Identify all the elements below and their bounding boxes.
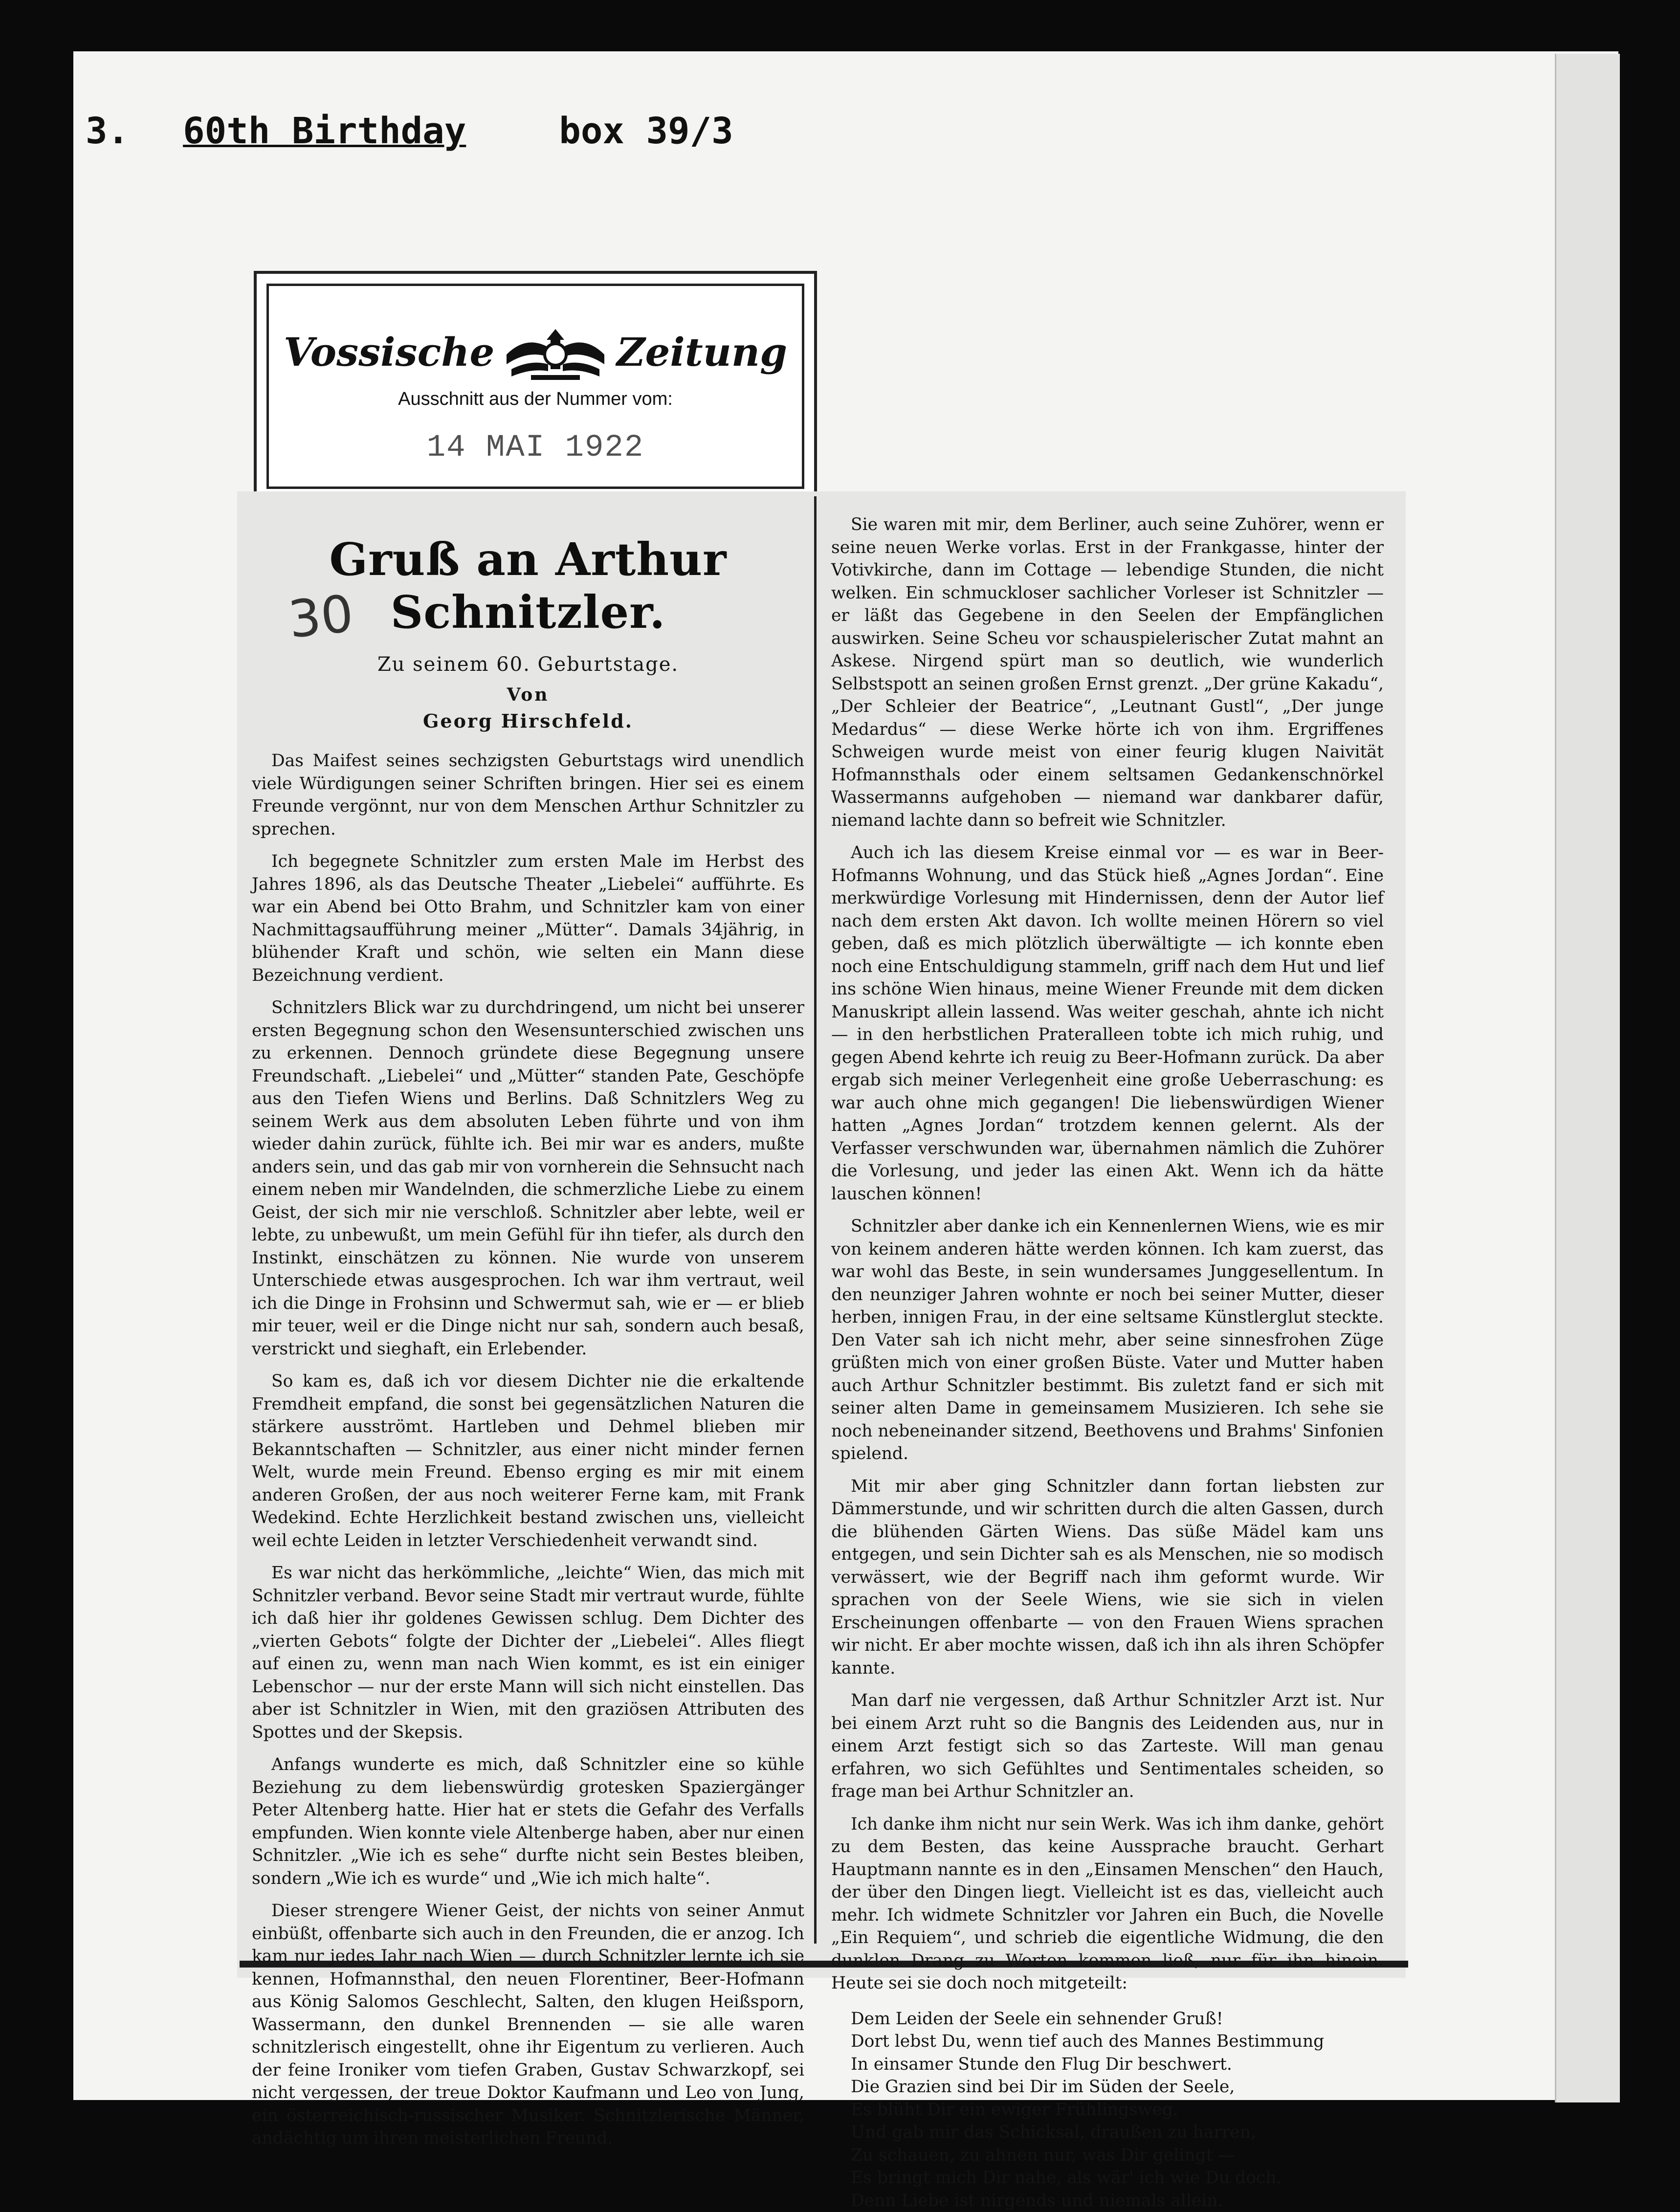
byline-prefix: Von bbox=[252, 685, 804, 705]
header-label: 60th Birthday bbox=[183, 110, 466, 152]
masthead-name-right: Zeitung bbox=[617, 329, 787, 375]
article-right-column bbox=[831, 513, 1384, 2212]
article-subtitle: Zu seinem 60. Geburtstage. bbox=[252, 653, 804, 676]
paragraph: Ich danke ihm nicht nur sein Werk. Was ich ihm danke, gehört zu dem Besten, das keine Aussprache braucht. Gerhart Hauptmann nannte es in den „Einsamen Menschen“ den Hauch, der über den Dingen liegt. Vielleicht ist es das, vielleicht auch mehr. Ich widmete Schnitzler vor Jahren ein Buch, die Novelle „Ein Requiem“, und schrieb die eigentliche Widmung, die den dunklen Drang zu Worten kommen ließ, nur für ihn hinein. Heute sei sie doch noch mitgeteilt: bbox=[831, 1813, 1384, 1995]
header-prefix: 3. bbox=[86, 110, 129, 152]
poem-line: Dem Leiden der Seele ein sehnender Gruß! bbox=[851, 2008, 1384, 2031]
paragraph: Es war nicht das herkömmliche, „leichte“ Wien, das mich mit Schnitzler verband. Bevor seine Stadt mir vertraut wurde, fühlte ich daß hier ihr goldenes Gewissen schlug. Dem Dichter des „vierten Gebots“ folgte der Dichter der „Liebelei“. Alles fliegt auf einen zu, wenn man nach Wien kommt, es ist ein einiger Lebenschor — nur der erste Mann will sich nicht einstellen. Das aber ist Schnitzler in Wien, mit den graziösen Attributen des Spottes und der Skepsis. bbox=[252, 1562, 804, 1744]
paragraph: So kam es, daß ich vor diesem Dichter nie die erkaltende Fremdheit empfand, die sonst bei gegensätzlichen Naturen die stärkere ausströmt. Hartleben und Dehmel blieben mir Bekanntschaften — Schnitzler, aus einer nicht minder fernen Welt, wurde mein Freund. Ebenso erging es mir mit einem anderen Großen, der aus noch weiterer Ferne kam, mit Frank Wedekind. Echte Herzlichkeit bestand zwischen uns, vielleicht weil echte Leiden in letzter Verschiedenheit verwandt sind. bbox=[252, 1370, 804, 1552]
paragraph: Anfangs wunderte es mich, daß Schnitzler eine so kühle Beziehung zu dem liebenswürdig grotesken Spaziergänger Peter Altenberg hatte. Hier hat er stets die Gefahr des Verfalls empfunden. Wien konnte viele Altenberge haben, aber nur einen Schnitzler. „Wie ich es sehe“ durfte nicht sein Bestes bleiben, sondern „Wie ich es wurde“ und „Wie ich mich halte“. bbox=[252, 1753, 804, 1890]
paragraph: Auch ich las diesem Kreise einmal vor — es war in Beer-Hofmanns Wohnung, und das Stück hieß „Agnes Jordan“. Eine merkwürdige Vorlesung mit Hindernissen, denn der Autor lief nach dem ersten Akt davon. Ich wollte meinen Hörern so viel geben, daß es mich plötzlich überwältigte — ich konnte eben noch eine Entschuldigung stammeln, griff nach dem Hut und lief ins schöne Wien hinaus, meine Wiener Freunde mit dem dicken Manuskript allein lassend. Was weiter geschah, ahnte ich nicht — in den herbstlichen Prateralleen tobte ich mich ruhig, und gegen Abend kehrte ich reuig zu Beer-Hofmann zurück. Da aber ergab sich meiner Verlegenheit eine große Ueberraschung: es war auch ohne mich gegangen! Die liebenswürdigen Wiener hatten „Agnes Jordan“ trotzdem kennen gelernt. Als der Verfasser verschwunden war, übernahmen nämlich die Zuhörer die Vorlesung, und jeder las einen Akt. Wenn ich da hätte lauschen können! bbox=[831, 841, 1384, 1205]
dedication-poem bbox=[851, 2008, 1384, 2212]
header-box-number: box 39/3 bbox=[559, 110, 733, 152]
poem-line: Zu schauen, zu ahnen nur, was Dir gelingt — bbox=[851, 2144, 1384, 2167]
paragraph: Mit mir aber ging Schnitzler dann fortan liebsten zur Dämmerstunde, und wir schritten durch die alten Gassen, durch die blühenden Gärten Wiens. Das süße Mädel kam uns entgegen, und sein Dichter sah es als Menschen, nie so modisch verwässert, wie der Begriff nach ihm geformt wurde. Wir sprachen von der Seele Wiens, wie sie sich in vielen Erscheinungen offenbarte — von den Frauen Wiens sprachen wir nicht. Er aber mochte wissen, daß ich ihn als ihren Schöpfer kannte. bbox=[831, 1475, 1384, 1680]
poem-line: Denn Liebe ist nirgends und niemals allein. bbox=[851, 2190, 1384, 2212]
article-left-column bbox=[252, 513, 804, 2160]
paragraph: Ich begegnete Schnitzler zum ersten Male im Herbst des Jahres 1896, als das Deutsche Theater „Liebelei“ aufführte. Es war ein Abend bei Otto Brahm, und Schnitzler kam von einer Nachmittagsaufführung meiner „Mütter“. Damals 34jährig, in blühender Kraft und schön, wie selten ein Mann diese Bezeichnung verdient. bbox=[252, 850, 804, 987]
paragraph: Schnitzlers Blick war zu durchdringend, um nicht bei unserer ersten Begegnung schon den Wesensunterschied zwischen uns zu erkennen. Dennoch gründete diese Begegnung unsere Freundschaft. „Liebelei“ und „Mütter“ standen Pate, Geschöpfe aus den Tiefen Wiens und Berlins. Daß Schnitzlers Weg zu seinem Werk aus dem absoluten Leben führte und von ihm wieder dahin zurück, fühlte ich. Bei mir war es anders, mußte anders sein, und das gab mir von vornherein die Sehnsucht nach einem neben mir Wandelnden, die schmerzliche Liebe zu einem Geist, der sich mir nie verschloß. Schnitzler aber lebte, weil er lebte, zu unbewußt, um mein Gefühl für ihn tiefer, als durch den Instinkt, einschätzen zu können. Nie wurde von unserem Unterschiede etwas ausgesprochen. Ich war ihm vertraut, weil ich die Dinge in Frohsinn und Schwermut sah, wie er — er blieb mir teuer, weil er die Dinge nicht nur sah, sondern auch besaß, verstrickt und sieghaft, ein Erlebender. bbox=[252, 996, 804, 1360]
handwritten-note: 30 bbox=[286, 583, 356, 649]
poem-line: Und gab mir das Schicksal, draußen zu harren, bbox=[851, 2121, 1384, 2144]
newspaper-masthead bbox=[266, 284, 804, 489]
paragraph: Sie waren mit mir, dem Berliner, auch seine Zuhörer, wenn er seine neuen Werke vorlas. Erst in der Frankgasse, hinter der Votivkirche, dann im Cottage — lebendige Stunden, die nicht welken. Ein schmuckloser sachlicher Vorleser ist Schnitzler — er läßt das Gegebene in den Seelen der Empfänglichen auswirken. Seine Scheu vor schauspielerischer Zutat mahnt an Askese. Nirgend spürt man so deutlich, wie wunderlich Selbstspott an seinen großen Ernst grenzt. „Der grüne Kakadu“, „Der Schleier der Beatrice“, „Leutnant Gustl“, „Der junge Medardus“ — diese Werke hörte ich von ihm. Ergriffenes Schweigen wurde meist von einer feurig klugen Naivität Hofmannsthals oder einem seltsamen Gedankenschnörkel Wassermanns aufgehoben — niemand war dankbarer dafür, niemand lachte dann so befreit wie Schnitzler. bbox=[831, 513, 1384, 832]
poem-line: Es bringt mich Dir nahe, als wär' ich wie Du doch. bbox=[851, 2167, 1384, 2190]
paragraph: Dieser strengere Wiener Geist, der nichts von seiner Anmut einbüßt, offenbarte sich auch in den Freunden, die er anzog. Ich kam nur jedes Jahr nach Wien — durch Schnitzler lernte ich sie kennen, Hofmannsthal, den neuen Florentiner, Beer-Hofmann aus König Salomos Geschlecht, Salten, den klugen Heißsporn, Wassermann, den dunkel Brennenden — sie alle waren schnitzlerisch eingestellt, ohne ihr Eigentum zu verlieren. Auch der feine Ironiker vom tiefen Graben, Gustav Schwarzkopf, sei nicht vergessen, der treue Doktor Kaufmann und Leo von Jung, ein österreichisch-russischer Musiker. Schnitzlerische Männer, andächtig um ihren meisterlichen Freund. bbox=[252, 1900, 804, 2150]
sheet-edge bbox=[1555, 54, 1620, 2102]
article-author: Georg Hirschfeld. bbox=[252, 710, 804, 732]
paragraph: Schnitzler aber danke ich ein Kennenlernen Wiens, wie es mir von keinem anderen hätte werden können. Ich kam zuerst, das war wohl das Beste, in sein wundersames Junggesellentum. In den neunziger Jahren wohnte er noch bei seiner Mutter, dieser herben, innigen Frau, in der eine seltsame Künstlerglut steckte. Den Vater sah ich nicht mehr, aber seine sinnesfrohen Züge grüßten mich von einer großen Büste. Vater und Mutter haben auch Arthur Schnitzler bestimmt. Bis zuletzt fand er sich mit seiner alten Dame in gemeinsamem Musizieren. Ich sehe sie noch nebeneinander sitzend, Beethovens und Brahms' Sinfonien spielend. bbox=[831, 1215, 1384, 1465]
poem-line: Es blüht Dir ein ewiger Frühlingsweg. bbox=[851, 2099, 1384, 2122]
poem-line: In einsamer Stunde den Flug Dir beschwert. bbox=[851, 2053, 1384, 2076]
paragraph: Das Maifest seines sechzigsten Geburtstags wird unendlich viele Würdigungen seiner Schriften bringen. Hier sei es einem Freunde vergönnt, nur von dem Menschen Arthur Schnitzler zu sprechen. bbox=[252, 750, 804, 841]
masthead-name-left: Vossische bbox=[284, 329, 494, 375]
article-title: Gruß an Arthur Schnitzler. bbox=[252, 533, 804, 639]
paragraph: Man darf nie vergessen, daß Arthur Schnitzler Arzt ist. Nur bei einem Arzt ruht so die Bangnis des Leidenden aus, nur in einem Arzt festigt sich so das Zarteste. Will man genau erfahren, wo sich Gefühltes und Sentimentales scheiden, so frage man bei Arthur Schnitzler an. bbox=[831, 1689, 1384, 1803]
column-divider bbox=[814, 496, 817, 1944]
date-stamp: 14 MAI 1922 bbox=[269, 430, 802, 465]
poem-line: Die Grazien sind bei Dir im Süden der Seele, bbox=[851, 2076, 1384, 2099]
poem-line: Dort lebst Du, wenn tief auch des Mannes Bestimmung bbox=[851, 2030, 1384, 2053]
eagle-crest-icon bbox=[502, 320, 609, 384]
masthead-title bbox=[284, 320, 787, 384]
masthead-subtitle: Ausschnitt aus der Nummer vom: bbox=[269, 389, 802, 410]
archive-header bbox=[86, 110, 733, 152]
